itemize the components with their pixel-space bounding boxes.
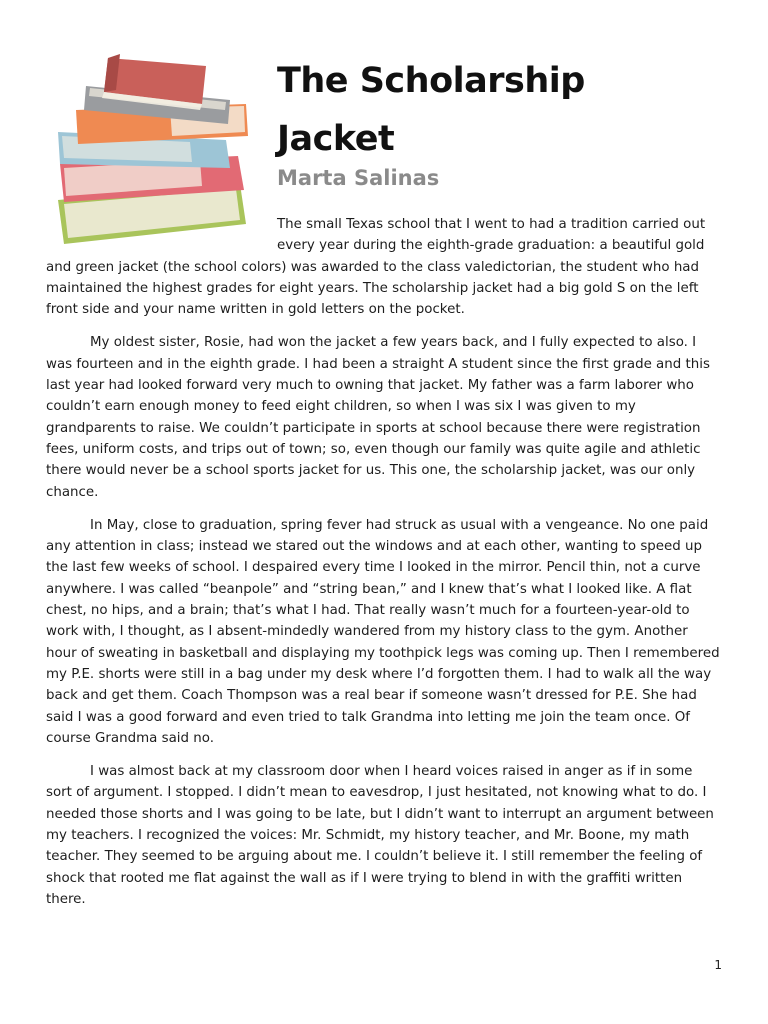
paragraph-2: My oldest sister, Rosie, had won the jacket a few years back, and I fully expected to also. I was fourteen and in the eighth grade. I had been a straight A student since the first grade and this last year had looked forward very much to owning that jacket. My father was a farm laborer who couldn’t earn enough money to feed eight children, so when I was six I was given to my grandparents to raise. We couldn’t participate in sports at school because there were registration fees, uniform costs, and trips out of town; so, even though our family was quite agile and athletic there would never be a school sports jacket for us. This one, the scholarship jacket, was our only chance. [46, 335, 710, 500]
author-name: Marta Salinas [277, 166, 440, 190]
illustration-wrap-space [46, 214, 277, 256]
story-body [46, 214, 722, 922]
page-title: The Scholarship Jacket [277, 61, 585, 159]
page-number: 1 [714, 958, 722, 972]
paragraph-4: I was almost back at my classroom door when I heard voices raised in anger as if in some sort of argument. I stopped. I didn’t mean to eavesdrop, I just hesitated, not knowing what to do. I needed those shorts and I was going to be late, but I didn’t want to interrupt an argument between my teachers. I recognized the voices: Mr. Schmidt, my history teacher, and Mr. Boone, my math teacher. They seemed to be arguing about me. I couldn’t believe it. I still remember the feeling of shock that rooted me flat against the wall as if I were trying to blend in with the graffiti written there. [46, 764, 714, 907]
paragraph-1: The small Texas school that I went to had a tradition carried out every year during the eighth-grade graduation: a beautiful gold and green jacket (the school colors) was awarded to the class valedictorian, the student who had maintained the highest grades for eight years. The scholarship jacket had a big gold S on the left front side and your name written in gold letters on the pocket. [46, 217, 706, 318]
paragraph-3: In May, close to graduation, spring fever had struck as usual with a vengeance. No one paid any attention in class; instead we stared out the windows and at each other, wanting to speed up the last few weeks of school. I despaired every time I looked in the mirror. Pencil thin, not a curve anywhere. I was called “beanpole” and “string bean,” and I knew that’s what I looked like. A flat chest, no hips, and a brain; that’s what I had. That really wasn’t much for a fourteen-year-old to work with, I thought, as I absent-mindedly wandered from my history class to the gym. Another hour of sweating in basketball and displaying my toothpick legs was coming up. Then I remembered my P.E. shorts were still in a bag under my desk where I’d forgotten them. I had to walk all the way back and get them. Coach Thompson was a real bear if someone wasn’t dressed for P.E. She had said I was a good forward and even tried to talk Grandma into letting me join the team once. Of course Grandma said no. [46, 517, 720, 746]
